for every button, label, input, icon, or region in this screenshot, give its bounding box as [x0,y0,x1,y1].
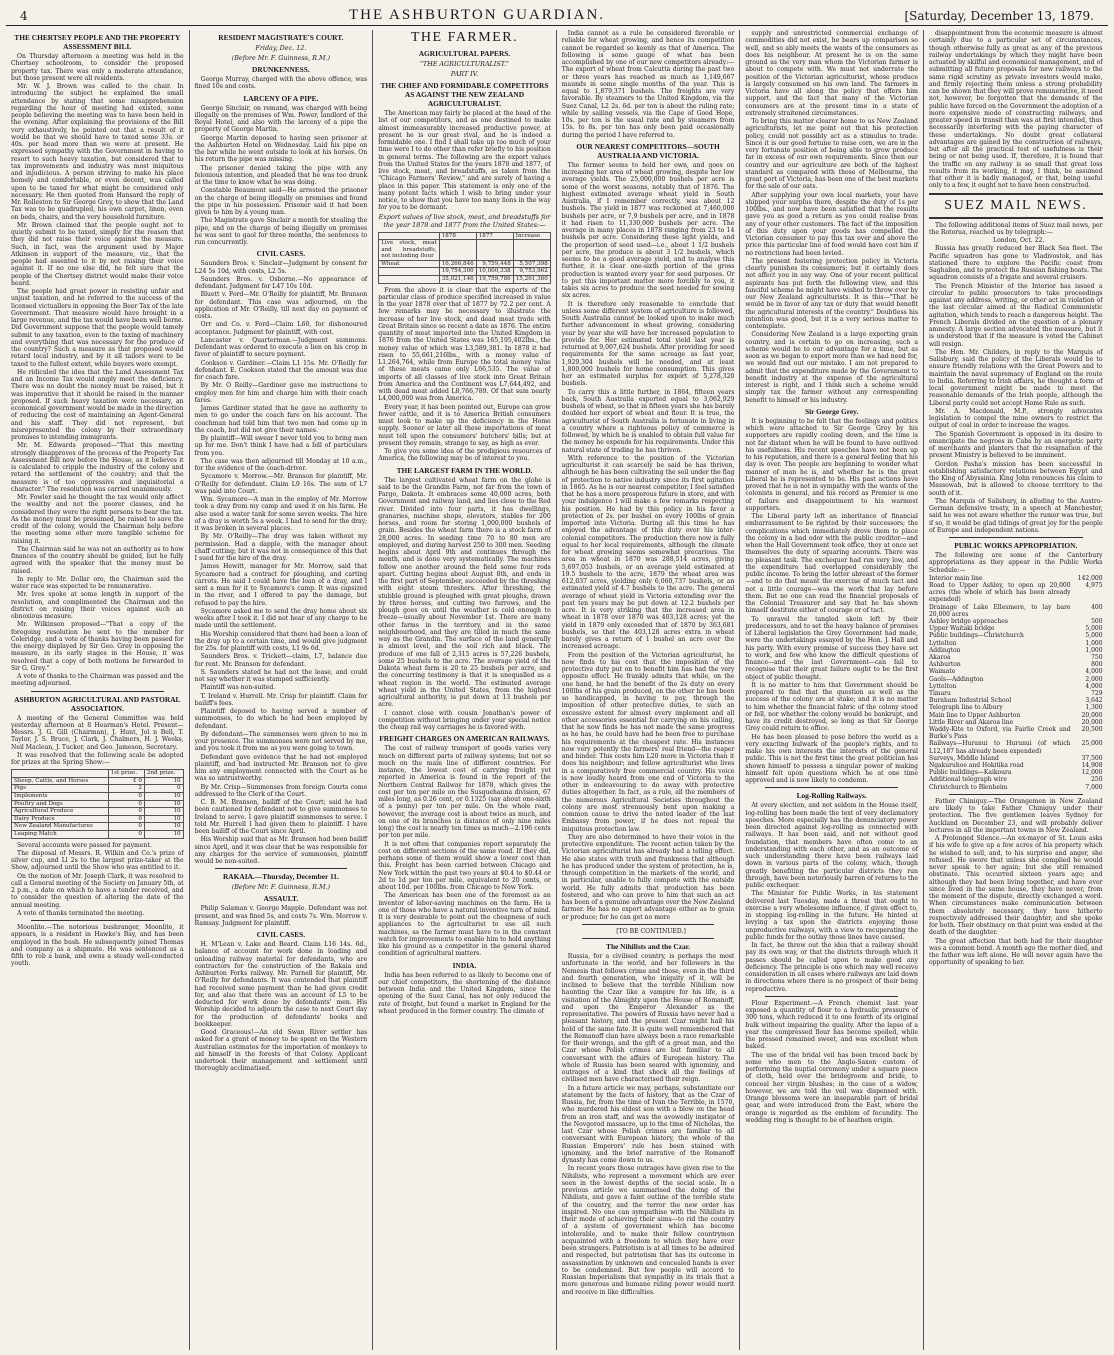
paragraph: Constable Beaumont said—He arrested the prisoner on the charge of being illegally on premises and found the pipe in his possession. Prisoner said it had been given to him by a young man. [194,187,368,216]
appropriation-amount: 400 [1091,603,1103,611]
paragraph: The disposal of Messrs. R. Wilkin and Co.'s prize of silver cup, and Ll 2s to the largest prize-taker at the Show, adjourned until the Show who was entitled to it. [11,849,184,872]
paragraph: Orr and Co. v. Ford—Claim L60, for dishonoured acceptance. Judgment for plaintiff, with cost. [194,321,368,336]
table-cell [513,240,550,261]
appropriation-name: Ashburton [928,661,961,669]
divider-rule [215,868,348,869]
paragraph: supply and unrestricted commercial exchange of commodities did not exist, he bears up comparison so well, and so ably meets the wants of the consumers as does his neighbour. At present he is on the same ground as the very man whom the Victorian farmer is about to compete with. We must not underrate the position of the Victorian agriculturist, whose produce is largely consumed on his own land. The farmers in Victoria have all along the policy that offers him support, and the fact that many of the Victorian consumers are at the present time in a state of extremely straitened circumstances. [745,30,918,117]
centered-line: London, Oct. 22. [993,237,1045,244]
appropriation-item [929,647,1103,654]
appropriation-item [929,575,1103,582]
paragraph: James Hewitt, manager for Mr. Morrow, said that Sycamore had a contract for ploughing, and carting carrots. He said I could have the loan of a dray, and I sent a man for it to Sycamore's camp. It was capsized in the river, and I offered to pay the damage, but refused to pay the hire. [194,563,368,607]
paragraph: C. B. M. Branson, bailiff of the Court; said he had been cautioned by defendant not to give summonses to Ireland to serve. I gave plaintiff summonses to serve. I told Mr. Hurrell I had given them to plaintiff. I have been bailiff of the Court since April. [194,799,368,835]
table-header-cell [379,232,440,240]
paragraph: The cost of railway transport of goods varies very much on different parts of railway systems; but not so much on the main line of different countries. For instance, the lowest cost of carrying freight yet reported in America is found in the report of the Northern Central Railway for 1878, which gives the cost per ton per mile on the Susquehanna division, 67 miles long, as 0.26 cent, or 0.1325 (say about one-sixth of a penny) per ton per mile. On the whole road, however, the average cost is about twice as much, and on one of its branches (a distance of only nine miles long) the cost is nearly ten times as much—2.196 cents per ton per mile. [378,745,551,840]
paragraph: Sycamore asked me to send the dray home about six weeks after I took it. I did not hear of any charge to be made until the settlement. [194,607,368,630]
paragraph: The present fostering protection policy in Victoria clearly punishes its consumers; but it certainly does not affect you in any way. One of your recent political aspirants has put forth the following view, and this fanciful scheme he might have wished to throw over by our New Zealand agriculturists. It is this—"That he would be in favor of any tax or duty that would benefit the agricultural interests of the country." Doubtless his intention was good, but it is a very serious matter to contemplate. [745,257,918,330]
appropriation-amount: 1,000 [1085,639,1103,647]
table-cell: Pigs [12,785,109,793]
paragraph: The great affection that both had for their daughter was a common bond. A month ago the mother died, and the father was left alone. He will never again have the opportunity of speaking to her. [928,937,1103,967]
divider-rule [765,787,898,788]
table-cell: 10 [144,823,183,831]
appropriation-name: Timaru [928,690,951,697]
paragraph: The largest cultivated wheat farm on the globe is said to be the Grandin Farm, not far from the town of Fargo, Dakota. It embraces some 40,000 acres, both Government and railway land, and lies close to the Red river. Divided into four parts, it has dwellings, granaries, machine shops, elevators, stables for 200 horses, and room for storing 1,000,000 bushels of grain. Besides the wheat farm there is a stock farm of 28,000 acres. In seeding time 70 to 80 men are employed, and during harvest 250 to 300 men. Seeding begins about April 9th and continues through the month, and is done very systematically. The machines follow one another around the field some four rods apart. Cutting begins about August 8th, and ends in the first part of September, succeeded by the threshing with eight steam threshers. After threshing, the stubble ground is ploughed with great ploughs, drawn by three horses, and cutting two furrows, and the plough goes on until the weather is cold enough to freeze—usually about November 1st. There are many other farms in the territory, and in the same neighbourhood, and they are tilled in much the same way as the Grandin. The surface of the land generally is almost level, and the soil rich and black. The produce of one fall of 2,315 acres is 57,226 bushels, some 25 bushels to the acre. The average yield of the Dakota wheat farm is 20 to 25 bushels per acre, and the concurring testimony is that it is unequalled as a wheat region in the world. The estimated average wheat yield in the United States, from the highest agricultural authority, is put down at 13 bushels per acre. [378,476,551,709]
appropriation-item [929,668,1103,675]
appropriation-amount: 5,000 [1085,632,1103,640]
paragraph: To bring this matter clearer home to us New Zealand agriculturists, let me point out that his protection policy, could not possibly act as a stimulus to trade. Since it is our good fortune to raise corn, we are in the very fortunate position of being able to grow produce far in excess of our own requirements. Since then our country and our agriculture are both of the highest standard as compared with those of Melbourne, the great port of Victoria, has been one of the best markets for the sale of our oats. [745,118,918,191]
appropriation-name: Interior main line [928,574,983,582]
appropriation-name: Christchurch to Blenheim [928,783,1008,791]
table-row [379,268,551,276]
appropriation-amount: 20,500 [1081,726,1103,734]
paragraph: H. M'Lean v. Lake and Beard. Claim L16 14s. 6d., balance of account for work done in loading and unloading railway material for defendants, who are contractors for the construction of the Rakaia and Ashburton Forks railway. Mr. Parnell for plaintiff, Mr. O'Reilly for defendants. It was contended that plaintiff had received some payment than he had given credit for, and also that there was an account of L5 to be deducted for work done by defendants' men. His Worship decided to adjourn the case to next Court day for the production of defendants' books and bookkeeper. [194,941,368,1028]
paragraph: The American has been one of the foremost as an inventor of labor-saving machines on the farm. He is one of those who have a natural inventive turn of mind. It is very desirable to point out the cheapness of such appliances to the agriculturist to use all such machines, as the farmer must have to in the constant watch for improvements to enable him to hold anything like his ground as a competitor in the general shared condition of agricultural matters. [378,892,551,958]
table-header-cell: 2nd prize. [144,770,183,778]
table-cell: 9,753,962 [513,268,550,276]
paragraph: T. Ireland v. Hurrell. Mr. Crisp for plaintiff. Claim for bailiff's fees. [194,692,368,707]
column-4 [557,30,741,1350]
paragraph: They are also determined to have their voice in the protective expenditure. The recent action taken by the Victorian agriculturist has already had a telling effect. He also states with truth and frankness that although he has produced under the system of protection, he is, through competition in the markets of the world, and in particular, unable to fully compete with the outside world. He fully admits that production has been fostered, and who can prove to him that such an act has been of a genuine advantage over the New Zealand farmer. He has no export advantage either as to grain or produce; for he can get no more [561,833,735,921]
columns [6,30,1108,1350]
appropriation-item [929,697,1103,704]
subtitle-line: (Before Mr. F. Guinness, R.M.) [231,54,331,62]
appropriation-amount: 1,300 [1085,704,1103,712]
appropriation-item [929,740,1103,754]
appropriation-item [929,712,1103,719]
appropriation-item [929,776,1103,783]
table-cell: 10 [144,831,183,839]
paragraph: Mr. Ives spoke at some length in support of the resolution, and complimented the Chairman and the district on raising their voices against such an obnoxious measure. [11,591,184,620]
table-cell: 0 [108,793,144,801]
appropriation-item [929,784,1103,791]
column-2 [190,30,374,1350]
column-1 [6,30,190,1350]
paragraph: Lancaster v. Quarterman.—Judgment summons. Defendant was ordered to execute a lien on his crop in favor of plaintiff to secure payment. [194,336,368,359]
appropriation-amount: 3,642 [1085,697,1103,705]
appropriation-name: Little River and Akaroa line [928,718,1014,726]
table-row [12,800,184,808]
appropriation-name: Telegraph line to Albury [928,704,1003,712]
paragraph: The American may fairly be placed at the head of the list of our competitors, and as one destined to make almost immeasurably increased productive power, at present he is our great rival, and he is indeed a formidable one. I find I shall take up too much of your time were I to do other than refer briefly to his position in general terms. The following are the export values from the United States for the years 1878 and 1877, of live stock, meat, and breadstuffs, as taken from the "Chicago Farmers' Review," and are surely of having a place in this paper. This statement is only one of the many potent facts which I wish to bring under your notice, to show that you have too many lions in the way for you to be dormant. [378,110,551,212]
table-row [379,260,551,268]
paragraph: The prisoner denied taking the pipe with any felonious intention, and pleaded that he was too drunk at the time to know what he was doing. [194,164,368,186]
paragraph: Bluett v. Ford—Mr. O'Reilly for plaintiff, Mr. Branson for defendant. This case was adjourned, on the application of Mr. O'Reilly, till next day on payment of costs. [194,291,368,320]
table-cell: 0 [108,800,144,808]
appropriation-amount: 250 [1091,776,1103,784]
paragraph: Plaintiff deposed to having served a number of summonses, to do which he had been employed by defendant. [194,708,368,730]
table-cell [476,240,513,261]
double-rule [929,193,1103,195]
subheading: FREIGHT CHARGES ON AMERICAN RAILWAYS. [379,734,550,744]
paragraph: Good Graceous!—An old Swan River settler has asked for a grant of money to be spent on the Western Australian estimates for the importation of monkeys to aid himself in the forests of that Colony. Applicant undertook their management and settlement until thoroughly acclimatised. [194,1029,368,1073]
appropriation-amount: 729 [1091,690,1103,697]
divider-rule [765,996,898,997]
newspaper-title: THE ASHBURTON GUARDIAN. [348,7,606,23]
table-cell [379,268,440,276]
appropriation-amount: 4,000 [1085,682,1103,690]
table-cell: Wheat [379,260,440,268]
paragraph: Russia has greatly reduced her Black Sea fleet. The Pacific squadron has gone to Vladivostok, and has stationed there to explore the Pacific coast from Saghalien, and to protect the Russian fishing boats. The squadron consists of a frigate and several cruisers. [928,245,1103,282]
table-row [379,276,551,284]
appropriation-item [929,582,1103,604]
article-headline: THE CHERTSEY PEOPLE AND THE PROPERTY ASSESSMENT BILL [14,33,181,51]
paragraph: Flour Experiment.—A French chemist last year exposed a quantity of flour to a hydraulic pressure of 300 tons, which reduced it to one fourth of its original bulk without impairing the quality. After the lapse of a year the compressed flour has become spoiled, while the pressed remained sweet, and was excellent when baked. [745,999,918,1051]
table-cell: Sheep, Cattle, and Horses [12,777,109,785]
paragraph: Mr. Fowler said he thought the tax would only affect the wealthy and not the poorer classes, and he considered they were the right persons to bear the tax. As the money must be presumed, be raised to save the credit of the colony, would the Chairman help before the meeting some other more tangible scheme for raising it. [11,494,184,545]
appropriation-item [929,676,1103,683]
paragraph: Defendant gave evidence that he had not employed plaintiff, and had instructed Mr. Branson not to give him any employment connected with the Court as he was so untrustworthy. [194,753,368,783]
table-cell: 0 [108,831,144,839]
paragraph: It is no matter to him that Government should be prepared to find that the question as well as the success of the colony are at stake; and it is no matter to him whether the financial fabric of the colony stood or fell, nor whether the colony would be bankrupt, and have its credit destroyed, so long as that Sir George Grey could return to office. [745,681,918,733]
appropriation-name: Additional telegraph wire [928,776,1007,784]
table-cell: 35,021,146 [439,276,476,284]
appropriation-item [929,769,1103,776]
appropriation-name: Road to Upper Ashley, to open up 20,000 acres (the whole of which has been already expended) [928,581,1071,604]
paragraph: Saunders Bros. v. Trickett—claim, L7, balance due for rent. Mr. Branson for defendant. [194,653,368,668]
paragraph: Gordon Pasha's mission has been successful in establishing satisfactory relations between Egypt and the King of Abyssinia. King John renounces his claim to Massowah, but is allowed to choose territory to the south of it. [928,460,1103,497]
paragraph: His Worship considered that there had been a loan of the dray up to a certain time, and would give judgment for 25s. for plaintiff with costs, L1 9s 6d. [194,630,368,652]
appropriation-name: Gaols—Addington [928,675,984,683]
subtitle-line: PART IV. [450,70,479,78]
subtitle-line: (Before Mr. F. Guinness, R.M.) [231,883,331,892]
appropriation-amount: 5,000 [1085,625,1103,633]
article-headline: RESIDENT MAGISTRATE'S COURT. [218,33,344,42]
article-headline: Log-Rolling Railways. [796,791,867,801]
subheading: DRUNKENNESS. [252,65,310,74]
appropriation-amount: 14,908 [1081,762,1103,770]
paragraph: He has been pleased to pose before the world as a very exacting bulwark of the people's rights, and to make his own interests the interests of the general public. This is not the first time the great politician has shown himself to possess a singular power of making himself felt upon questions which he at one time approved and is now likely to condemn. [745,733,918,784]
appropriation-item [929,640,1103,647]
table-cell: 9,759,448 [476,260,513,268]
table-cell: 16,266,846 [439,260,476,268]
table-header-row [379,232,551,240]
paragraph: Philip Salaman v. George Mapple. Defendant was not present, and was fined 5s, and costs 7s. Wm. Morrow v. Ramsay. Judgment for plaintiff. [194,905,368,927]
appropriation-item [929,604,1103,618]
paragraph: The following additional items of Suez mail news, per the Rotorua, reached us by telegraph:— [928,221,1103,236]
table-header-row [12,770,184,778]
table-cell: 10 [144,808,183,816]
paragraph: It is beginning to be felt that the feelings and politics which were attached to Sir George Grey by his supporters are rapidly cooling down, and the time is not far distant when he will be found to have outlived his usefulness. His recent speeches have not been up to his reputation, and there is a general feeling that his day is over. The people are beginning to wonder what manner of man he is, and whether he is the great Liberal he is represented to be. His past actions have proved that he is not in sympathy with the wants of the colonists in general, and his record as Premier is one of failure and disappointment to his warmest supporters. [745,417,918,512]
table-cell: 0 [108,815,144,823]
column-6 [924,30,1108,1350]
table-row [12,831,184,839]
paragraph: Mr. W. J. Brown was called to the chair. In introducing the subject he explained the small attendance by stating that some misapprehension regarding the hour of meeting had existed, some people believing the meeting was to have been held in the evening. After explaining the provisions of the Bill very exhaustively, he pointed out that a result of it would be that we should have to taxed some 33s. or 40s. per head more than we were at present. He expressed sympathy with the Government in having to resort to such heavy taxation, but considered that to tax improvements and industry was most iniquitous and injudicious. A person striving to make his place homely and comfortable, or even decent, was called upon to be taxed for what might be considered only necessary. He then quoted from Hansard the reply of Mr. Rolleston to Sir George Grey, to show that the Land Tax was to be quadrupled, his own carpet, linen, even on beds, chairs, and the very household furniture. [11,83,184,221]
table-cell: Dairy Produce [12,815,109,823]
table-cell: Live stock, meat and breadstuffs, not including flour [379,240,440,261]
paragraph: Mr. A. Macdonald, M.P., strongly advocates legislation to compel the mine owners to restrict the output of coal in order to increase the wages. [928,407,1103,430]
appropriation-amount: 2,000 [1085,675,1103,683]
subtitle-line: "THE AGRICULTURALIST." [419,60,509,68]
paragraph: disappointment from the economic measure is almost certainly due to a particular set of circumstances, though otherwise fully as great as any of the previous railway undertakings by which they might have been actuated by skilful and economical management, and of submitting all future proposals for new railways to the same rigid scrutiny as private investors would make, and firmly rejecting them unless a strong probability can be shown that they will prove remunerative, it need not, however, be forgotten that the demands of the public have forced on the Government the adoption of a more expensive mode of constructing railways, and greater speed in transit than was at first intended, thus necessarily interfering with the paying character of these undertakings. No doubt great collateral advantages are gained by the construction of railways, but after all the practical test of usefulness is their being or not being used. If, therefore, it is found that the traffic on any railway is so small that great loss results from its working, it may, I think, be assumed that either it is badly managed, or that, being useful only to a few, it ought not to have been constructed. [928,30,1103,190]
paragraph: George Sinclair, on remand, was charged with being illegally on the premises of Wm. Power, landlord of the Royal Hotel, and also with the larceny of a pipe the property of George Martin. [194,104,368,134]
appropriation-name: Lyttelton [928,682,957,690]
divider-rule [31,691,164,692]
paragraph: It was resolved that the following scale be adopted for prizes at the Spring Show:— [11,751,184,766]
table-cell [439,240,476,261]
paragraph: The people had great power in resisting unfair and unjust taxation, and he referred to the success of the licensed victuallers in opposing the Beer Tax of the late Government. That measure would have brought in a large revenue, and the tax would have been well borne. Did Government suppose that the people would tamely submit to any taxation, even to the taxing of machinery and everything that was necessary for the produce of the country? Such a measure as that proposed would retard local industry, and by it all tailors were to be taxed to the fullest extent, while buyers were exempt. [11,288,184,368]
appropriation-amount: 37,500 [1081,754,1103,762]
paragraph: A Prolonged Silence.—An ex-mayor of St. Louis asks if his wife to give up a few acres of his property which he wished to sell, and, to his surprise and anger, she refused. He swore that unless she complied he would never speak to her again; but she still remained obstinate. This occurred sixteen years ago; and although they had been living together, and have ever since lived in the same house, they have never, from the moment of the dispute, directly exchanged a word. When circumstances make communication between them absolutely necessary, they have hitherto respectively addressed their daughter, and she spoke for both. Their obstinacy on that point was ended at the death of the daughter. [928,835,1103,937]
paragraph: Saunders Bros. v. Osborne.—No appearance of defendant. Judgment for L47 10s 10d. [194,275,368,290]
table-cell: Leaping Match [12,831,109,839]
table-header-cell [12,770,109,778]
paragraph: The former seems to hold her own, and goes on increasing her area of wheat growing, despite her low average yields. The 25,000,000 bushels per acre is some of the worst seasons, notably that of 1876. The highest estimated average wheat yield in South Australia, if I remember correctly, was about 12 bushels. The yield in 1877 was reckoned at 7,460,000 bushels per acre, or 7,9 bushels per acre, and in 1878 it had risen to 11,330,000 bushels per acre. The average in many places in 1878 ranging from 23 to 14 bushels per acre. Considering these light yields, and the proportion of seed used—i.e., about 1 1/2 bushels per acre, the produce is about 3 1/2 bushels, which seems to be a good average yield, and to analyse this further, it is clear one-sixth portion of the gross production is wanted every year for seed purposes. Or to put this important matter more forcibly to you, it takes six acres to produce the seed needed for sowing six acres. [561,161,735,300]
subheading: CIVIL CASES. [256,249,306,259]
table-cell [379,276,440,284]
table-cell: £ 0 [108,777,144,785]
paragraph: Saunders Bros. v. Sinclair—Judgment by consent for L24 5s 10d, with costs, L2 5s. [194,260,368,275]
paragraph: Mr. Wilkinson proposed—"That a copy of the foregoing resolution be sent to the member for Coleridge, and a vote of thanks having been passed for the energy displayed by Sir Geo. Grey in opposing the measure, in its early stages in the House, it was resolved that a copy of both motions be forwarded to Sir G. Grey." [11,621,184,672]
table-cell: 10 [144,793,183,801]
paragraph: The use of the bridal veil has been traced back by some who men to the Anglo-Saxon custom of performing the nuptial ceremony under a square piece of cloth, held over the bridegroom and bride, to conceal her virgin blushes; in the case of a widow, however, we are told the veil was dispensed with. Orange blossoms were an inseparable part of bridal gear, and were introduced from the East, where the orange is regarded as the emblem of fecundity. The wedding ring is thought to be of heathen origin. [745,1051,918,1124]
divider-rule [582,924,715,925]
paragraph: A vote of thanks terminated the meeting. [17,909,145,917]
table-cell: New Zealand Manufactures [12,823,109,831]
table-row [12,815,184,823]
table-cell: 15,261,360 [513,276,550,284]
appropriation-amount: 20,000 [1081,711,1103,719]
table-row [12,785,184,793]
appropriation-name: Drainage of Lake Ellesmere, to lay bare 20,000 acres [928,603,1071,618]
subheading: LARCENY OF A PIPE. [243,93,319,103]
appropriation-item [929,625,1103,632]
appropriation-name: Upper Waitaki bridge [928,625,995,633]
column-5 [740,30,924,1350]
subheading: CIVIL CASES. [256,930,306,939]
appropriation-amount: 7,000 [1085,783,1103,791]
paragraph: A vote of thanks to the Chairman was passed and the meeting adjourned. [11,673,184,688]
appropriation-amount: 25,000 [1081,740,1103,748]
subtitle-line: Friday, Dec. 12. [255,44,307,52]
paragraph: India cannot as a rule be considered favorable or reliable for wheat growing, and hence its competition cannot be regarded so keenly as that of America. The following is some gauge of what has been accomplished by one of our new competitors already:—The export of wheat from Calcutta during the past two or three years has reached as much as 1,149,667 maunds in some single months of the year. This is equal to 1,879,371 bushels. The freights are very favorable. By steamers to the United Kingdom, via the Suez Canal, L2 2s. 6d. per ton is about the ruling rate; while by sailing vessels, via the Cape of Good Hope, 10s. per ton is the usual rate and by steamers from 15s. to 8s. per ton has only been paid occasionally during the period I have referred to. [561,30,735,139]
paragraph: His Worship said that as Mr. Branson had been bailiff since April, and it was clear that he was responsible for any charges for the service of summonses, plaintiff would be non-suited. [194,836,368,865]
masthead [6,6,1108,26]
paragraph: A meeting of the General Committee was held yesterday afternoon at 8 Hearman's Hotel. Present—Messrs. J. G. Gill (Chairman), J. Hunt, Jol n Bell, T. Taylor, J. S. Bruce, J. Clark, J. Chalmers, H. J. Weeks, Neil Maclean, J. Tucker, and Geo. Jameson, Secretary. [11,714,184,751]
appropriation-name: Surveys, Middle Island [928,754,999,762]
appropriation-item [929,726,1103,740]
double-rule [929,217,1103,219]
appropriation-amount: 4,975 [1085,581,1103,589]
paragraph: James Gardiner stated that he gave no authority to men to go under the coach fare on his account. The coachman had told him that two men had come up in the coach, but did not give their names. [194,405,368,434]
paragraph: Sycamore v. Morrow.—Mr. Branson for plaintiff, Mr. O'Reilly for defendant. Claim L9 16s. The sum of L7 was paid into Court. [194,473,368,495]
table-cell: Poultry and Dogs [12,800,109,808]
paragraph: It is therefore only reasonable to conclude that unless some different system of agriculture is followed, South Australia cannot be looked upon to make much further advancement in wheat growing, considering year by year she will have her increased population to provide for. Her estimated total yield last year is returned at 9,007,624 bushels. After providing for seed requirements for the same acreage as last year, 1,929,304 bushels will be needed, and at least 1,800,000 bushels for home consumption. This gives her an estimated surplus for export of 5,278,320 bushels. [561,300,735,388]
paragraph: The Chairman said he was not an authority as to how finances of the country should be guided, but he fully agreed with the speaker that the money must be raised. [11,545,184,575]
appropriation-amount: 750 [1091,653,1103,661]
divider-rule [949,537,1083,538]
appropriation-item [929,704,1103,711]
appropriation-item [929,618,1103,625]
table-cell: 2 [108,785,144,793]
paragraph: In recent years those outrages have given rise to the Nihilists, who represent a movement which are ever seen in the lowest depths of the social scale. In a previous article we summarised the doing of the Nihilists, and gave a faint outline of the terrible state of the country, and the terror the new order has inspired. No one can sympathise with the Nihilists in their mode of achieving their aims—to rid the country of a system of government which has become intolerable, and to make their fellow countrymen acquainted with a freedom to which they have ever been strangers. Patriotism is at all times to be admired and respected, but patriotism that has its outcome in assassination by unknown and concealed hands is ever to be condemned. But few people will accord to Russian Imperialism that sympathy in its trials that a more generous and humane ruling power would merit and receive in like difficulties. [561,1165,735,1296]
paragraph: It is not often that companies report separately the cost on different sections of the same road. If they did, perhaps some of them would show a lower cost than this. Freight has been carried between Chicago and New York within the past two years at $0.4 to $0.44 or 2d to 1d per ton per mile, equivalent to 20 cents, or about 10d. per 100lbs. from Chicago to New York. [378,840,551,892]
paragraph: By defendant—The summonses were given to me in your presence. The summonses were not served by me, and you took it from me as you were going to town. [194,730,368,753]
paragraph: At every election, and not seldom in the House itself, log-rolling has been made the text of very declamatory speeches. More especially has the denunciatory power been directed against log-rolling as connected with railways. It has been said, and not without good foundation, that members have often come to an understanding with each other, and as an outcome of such understanding there have been railways laid down in various parts of the colony, which, though greatly benefiting the particular districts they run through, have been notoriously barren of returns to the public exchequer. [745,802,918,889]
paragraph: On the motion of Mr. Joseph Clark, it was resolved to call a General meeting of the Society on January 5th, at 2 p.m., a date on which to have a tender received, and to consider the question of altering the date of the annual meeting. [11,872,184,909]
table-cell: 19,754,300 [439,268,476,276]
paragraph: Mr. Brown claimed that the people ought not to quietly submit to be taxed, simply for the reason that they did not raise their voice against the measure. Such, in fact, was the argument used by Major Atkinson in support of the measure, viz., that the people had assented to it by not raising their voice against it. If no one else did, he felt sure that the people of the Chertsey district would make their voice heard. [11,221,184,287]
table-header-cell: 1st prize. [108,770,144,778]
page-number: 4 [20,8,28,23]
appropriation-name: Lyttelton [928,639,957,647]
paragraph: The Liberal party left an inheritance of financial embarrassment to be righted by their successors; the complications which immediately drove them to place the colony in a bad odor with the public creditor—and when the Hall Government took office, they at once set themselves the duty of squaring accounts. There was no pleasant task. The exchequer had run very low, and the expenditure had overlapped considerably the public income. To bring the latter abreast of the former—and to do that meant the exercise of much tact and not a little courage—was the work that lay before them. But no one can read the financial proposals of the Colonial Treasurer and say that he has shown himself destitute either of courage or of tact. [745,513,918,615]
paragraph: Several accounts were passed for payment. [17,841,152,849]
paragraph: The Minister for Public Works, in his statement delivered last Tuesday, made a threat that ought to exercise a very wholesome influence, if given effect to, in stopping log-rolling in the future. He hinted at levying a tax upon the districts enjoying those unproductive railways, with a view to recuperating the public funds for the outlay those lines have caused. [745,890,918,941]
subheading: ASSAULT. [263,894,299,904]
table-cell: 0 [108,823,144,831]
appropriation-amount: 4,000 [1085,668,1103,676]
appropriation-name: Ashley bridge approaches [928,617,1008,625]
paragraph: Father Chiniquy.—The Orangemen in New Zealand are likely to take Father Chiniquy under their protection. The five gentlemen leaves Sydney for Auckland on December 23, and will probably deliver lectures in all the important towns in New Zealand. [928,797,1103,834]
issue-date: [Saturday, December 13, 1879. [904,8,1094,23]
paragraph: From the position of the Victorian agriculturist, he now finds to his cost that the imposition of the protective duty put on to benefit him has had the very opposite effect. He frankly admits that while, on the one hand, he had the benefit of the 2s duty on every 100lbs of his grain produced, on the other he has been so handicapped, in having to pay, through the imposition of other protective duties, to such an excessive extent for almost every implement and all other accessories essential for carrying on his calling, that he now finds he has not made the same progress as he has, he could have had he been free to purchase his requirements at the cheapest rate. His instances now very potently the farmers' real friend—the reaper and binder. This costs him L20 more in Victoria than it does his neighbour; and fellow agriculturist who lives in a comparatively free commercial country. His voice is now loudly heard from one end of Victoria to the other in endeavouring to do away with protective duties altogether. In fact, as a rule, all the members of the numerous Agricultural Societies throughout the colony are most strenuously bent upon making a common cause to drive the noted leader of the last Embassy from power, if he does not repeal the iniquitous protection law. [561,651,735,833]
paragraph: S. Saunders stated he had not the lease, and could not say whether it was stamped sufficiently. [194,668,368,683]
appropriation-name: Main line to Upper Ashburton [928,711,1021,719]
appropriation-amount: 1,000 [1085,646,1103,654]
divider-rule [582,938,715,939]
table-cell: Agricultural Produce [12,808,109,816]
paragraph: To give you some idea of the prodigious resources of America, the following may be of interest to you. [378,448,551,463]
paragraph: The case was then adjourned till Monday at 10 a.m., for the evidence of the coach-driver. [194,457,368,472]
paragraph: The Spanish Government is opposed in its desire to emancipate the negroes in Cuba by an energetic party of merchants and planters that the resignation of the present Ministry is believed to be imminent. [928,430,1103,460]
section-headline: SUEZ MAIL NEWS. [944,197,1088,213]
appropriation-amount: 142,000 [1077,574,1103,582]
paragraph: Every year, it has been pointed out, Europe can grow fewer cattle, and it is to America British consumers must look to make up the deficiency in the Home supply. Sooner or later all these importations of meat must tell upon the consumers' butchers' bills; but at present they remain, strange to say, as high as ever. [378,403,551,447]
paragraph: George Martin deposed to having seen prisoner at the Ashburton Hotel on Wednesday. Laid his pipe on the bar while he went outside to look at his horses. On his return the pipe was missing. [194,134,368,164]
table-cell: 10 [144,800,183,808]
paragraph: On Thursday afternoon a meeting was held in the Chertsey schoolroom, to consider the proposed property tax. There was only a moderate attendance, but those present were all residents. [11,53,184,82]
paragraph: By Mr. O Reilly—Gardiner gave me instructions to employ men for him and charge him with their coach fares. [194,382,368,404]
appropriation-item [929,683,1103,690]
appropriation-item [929,632,1103,639]
table-cell: 5,507,398 [513,260,550,268]
table-row [12,823,184,831]
paragraph: Considering New Zealand is a large exporting grain country, and is certain to go on increasing, such a scheme would be to our advantage for a time, but as soon as we began to export more than we had need for, we would find out our mistake. I am not prepared to admit that the expenditure made by the Government to benefit industry at the expense of the agricultural interest is right, and I think such a scheme would simply tax the farmer without any corresponding benefit to himself or his industry. [745,331,918,404]
appropriation-name: Railways—Hurunui to Hurunui (of which L12,187 has already been expended) [928,740,1071,755]
paragraph: In reply to Mr. Dollar ore, the Chairman said the water race was expected to be remunerative. [11,575,184,590]
paragraph: Mr. M. Edwards proposed—"That this meeting strongly disapproves of the process of the Property Tax Assessment Bill now before the House, as it believes it is calculated to cripple the industry of the colony and retard the settlement of the country; and that the measure is of too oppressive and inquisitorial a character." The resolution was carried unanimously. [11,442,184,493]
paragraph: From the above it is clear that the exports of the particular class of produce specified increased in value in the year 1878 over that of 1877 by 72.2 per cent. A few remarks may be necessary to illustrate the increase of her live stock, and dead meat trade with Great Britain since so recent a date as 1876. The entire quantity of meat imported into the United Kingdom in 1876 from the United States was 165,195,402lbs., the money value of which was L3,589,381. In 1878 it had risen to 55,661,216lbs., with a money value of L1,264,764, while from Europe the total money value of these meats came only L66,535. The value of imports of all classes of live stock into Great Britain from America and the Continent was L7,644,492, and with dead meat added L8,766,789. Of that sum nearly L4,000,000 was from America. [378,286,551,403]
centered-line: [TO BE CONTINUED.] [616,927,686,935]
table-cell: Implements [12,793,109,801]
paragraph: The Marquis of Salisbury, in alluding to the Austro-German defensive treaty, in a speech at Manchester, said he was not aware whether the rumor was true, but if so, it would be glad tidings of great joy for the people of Europe and independent nations. [928,497,1103,534]
table-row [12,808,184,816]
table-header-cell: 1877 [476,232,513,240]
table-header-cell: 1878 [439,232,476,240]
appropriation-name: Ngakuruhoe and Hokitika road [928,762,1024,770]
section-headline: THE FARMER. [410,30,519,45]
paragraph: Russia, for a civilised country, is perhaps the most unfortunate in the world, and her followers in the Nemesis that follows crime and those, even in the third and fourth generation, who iniquity of it, will be inclined to believe that the terrible Nihilism now haunting the Czar like a vampire for his life, is a visitation of the Almighty upon the House of Romanoff, and upon the Emperor Alexander as the representative. The powers of Russia have never had a pleasant history, and the present Czar might hail his hold of the same fate. It is quite well remembered that the Romanoff clan have always been a race remarkable for their wrongs, and the gift of a great man, and the Czar whose Polish crimes are but familiar to all conversant with the affairs of European history. The whole of Russia has been seared with ignominy, and outrages of a kind that shock all the feelings of civilised men have characterised their reign. [561,953,735,1084]
appropriation-amount: 500 [1091,617,1103,625]
paragraph: In fact, he threw out the idea that a railway should pay its own way, or that the districts through which it passes should be called upon to make good any deficiency. The principle is one which may well receive consideration in all cases where railways are laid down in directions where there is no prospect of their being reproductive. [745,942,918,993]
appropriation-amount: 20,000 [1081,718,1103,726]
paragraph: The Hon. Mr. Childers, in reply to the Marquis of Salisbury, said the policy of the Liberals would be to ensure friendly relations with the Great Powers and to maintain the naval supremacy of England on the route to India. Referring to Irish affairs, he thought a form of local government might be made to meet the reasonable demands of the Irish people, although the Liberal party could not accept Home Rule as such. [928,348,1103,407]
export-values-table [378,232,551,284]
appropriation-name: Public buildings—Christchurch [928,632,1024,640]
paragraph: With reference to the position of the Victorian agriculturist it can scarcely be said he has thriven, although he has been cultivating the soil under the flag of protection to native industry since its first agitation in 1865. As he is our nearest competitor, I feel satisfied that he has a more prosperous future in store, and with your indulgence I will make a few remarks respecting his position. He had by this policy in his favor a protection of 2s. per bushel on every 100lbs of grain imported into Victoria. During all this time he has enjoyed the advantage of this duty over his inter-colonial competitors. The production there now is fully equal to her local requirements, although the climate for wheat growing seems somewhat precarious. The area in wheat in 1870 was 288,514 acres, giving 5,697,053 bushels, or an average yield estimated at 19.5 bushels to the acre, 1879 the wheat area was 612,037 acres, yielding only 6,060,737 bushels, or an estimated yield of 4.7 bushels to the acre. The general average of wheat yield in Victoria extending over the past ten years may be put down at 12.2 bushels per acre. It is very striking that the increased area in wheat in 1878 over 1870 was 403,128 acres; yet the yield in 1879 only exceeded that of 1870 by 363,681 bushels, so that the 403,128 acres extra in wheat barely gives a return of 1 bushel an acre over the increased acreage. [561,454,735,651]
appropriation-item [929,654,1103,661]
paragraph: George Murray, charged with the above offence, was fined 10s and costs. [194,76,368,91]
paragraph: Wm. Sycamore—A man in the employ of Mr. Morrow took a dray from my camp and used it on his farm. He also used a water tank for some seven weeks. The hire of a dray is worth 5s a week. I had to send for the dray; it was broken in several places. [194,496,368,532]
paragraph: To carry this a little further, in 1864, fifteen years back, South Australia exported equal to 3,062,929 bushels of wheat, so that in fifteen years she has barely doubled her export of wheat and flour. It is true, the agriculturist of South Australia is fortunate in living in a country where a righteous policy of commerce is followed, by which he is enabled to obtain full value for the money he expends for his requirements. Under this natural state of trading he has thriven. [561,388,735,454]
subheading: THE CHIEF AND FORMIDABLE COMPETITORS AS AGAINST THE NEW ZEALAND AGRICULTURALIST. [380,81,549,108]
article-headline: The Nihilists and the Czar. [606,942,691,951]
appropriation-name: Akaroa [928,653,951,661]
divider-rule [31,920,164,921]
appropriation-amount: 800 [1091,661,1103,669]
paragraph: In a future article we may, perhaps, substantiate our statement by the facts of history, that as the Czar of Russia, for, from the time of Ivan the Terrible, in 1570, who murdered his eldest son with a blow on the head from an iron staff, and was the avowedly instigator of the Novgorod massacre, up to the time of Nicholas, the last Czar whose Polish crimes are familiar to all conversant with European history, the whole of the Russian Emperors' rule has been stained with ignominy, and the brief narrative of the Romanoff dynasty has come down to us. [561,1084,735,1164]
table-row [12,777,184,785]
table-cell: 10 [144,777,183,785]
subheading: RAKAIA.—Thursday, December 11. [222,872,339,882]
paragraph: The Magistrate gave Sinclair a month for stealing the pipe, and on the charge of being illegally on premises he was sent to gaol for three months, the sentences to run concurrently. [194,217,368,246]
paragraph: I cannot close with cousin Jonathan's power of competition without bringing under your special notice the cheap rail way carriages he is favored with. [378,709,551,732]
divider-rule [949,794,1083,795]
paragraph: To unravel the tangled skein left by their predecessors, and to set the heavy balance of promises of Liberal legislation the Grey Government had made, were the undertakings essayed by the Hon. J. Hall and his party. With every promise of success they have set to work, and few who know the difficult questions of finance—and the last Government—can fail to recognise that their great failure ought to be the first object of public thought. [745,615,918,681]
appropriation-name: Waddy-Kite to Oxford, via Fairlie Creek and Burke's Pass [928,726,1071,741]
appropriation-item [929,762,1103,769]
table-cell: 19,759,786 [476,276,513,284]
prize-scale-table [11,769,184,838]
subtitle-line: Export values of live stock, meat, and breadstuffs for the year 1878 and 1877 from the United States:— [378,212,551,229]
article-headline: PUBLIC WORKS APPROPRIATION. [954,541,1078,550]
paragraph: Moonlite.—The notorious bushranger, Moonlite, it appears, is a resident in Hawke's Bay, and has been employed in the bush. He subsequently joined Thomas and company as a shipmate. He was sentenced as a fifth to rob a bank, and owns a steady well-conducted youth. [11,924,184,968]
appropriation-name: Burnham Industrial School [928,697,1012,705]
table-header-cell: Increase [513,232,550,240]
paragraph: The following are some of the Canterbury appropriations as they appear in the Public Works Schedule:— [928,552,1103,574]
paragraph: Cookson v. Gardiner.—Claim L1 15s. Mr. O'Reilly for defendant. E. Cookson stated that the amount was due for coach fare. [194,359,368,381]
table-cell: 0 [108,808,144,816]
subheading: INDIA. [452,960,477,970]
appropriation-name: Waimate [928,668,956,676]
paragraph: He ridiculed the idea that the Land Assessment Tax and an Income Tax would amply meet the deficiency. There was no doubt the money must be raised, but it was imperative that it should be raised in the manner proposed. If such heavy taxation were necessary, an economical government would be made in the direction of reducing the cost of maintaining an Agent-General and his staff. They did not represent, but misrepresented the colony by their extraordinary promises to intending immigrants. [11,368,184,441]
table-cell: 10,000,338 [476,268,513,276]
appropriation-item [929,719,1103,726]
table-cell: 10 [144,815,183,823]
appropriation-list [929,575,1103,791]
subheading: THE LARGEST FARM IN THE WORLD. [396,465,533,475]
paragraph: By plaintiff—Will swear I never told you to bring men up for me. Don't think I have had a bill of particulars from you. [194,435,368,457]
paragraph: The French Minister of the Interior has issued a circular to public prosecutors to take proceedings against any address, writing, or other act in violation of the last circular aimed at the Radical Communistic agitation, which tends to reach a dangerous height. The French Liberals divided on the question of a plenary amnesty. A large section advocated the measure, but it is understood that if the measure is voted the Cabinet will resign. [928,282,1103,348]
article-headline: ASHBURTON AGRICULTURAL AND PASTORAL ASSOCIATION. [14,694,181,713]
article-headline: AGRICULTURAL PAPERS. [418,49,511,58]
subheading: OUR NEAREST COMPETITORS—SOUTH AUSTRALIA AND VICTORIA. [576,141,720,160]
paragraph: Plaintiff was non-suited. [200,684,276,692]
paragraph: After supplying your own local markets, your have shipped your surplus there, despite the duty of 1s per 100lbs., and now have been satisfied that the results gave you as good a return as you could realise from any of your other customers. The fact of the imposition of this duty upon your goods has compelled the Victorian consumer to pay this tax over and above the price this particular line of food would have cost him if no restrictions had been levied. [745,191,918,257]
table-row [379,240,551,261]
appropriation-item [929,755,1103,762]
appropriation-item [929,661,1103,668]
appropriation-item [929,690,1103,697]
appropriation-amount: 12,000 [1081,769,1103,777]
table-cell: 0 [144,785,183,793]
paragraph: By Mr. O'Reilly—The dray was taken without my permission. Had a dapple, with the manager about chaff cutting; but it was not in consequence of this that I sued for the hire of the dray. [194,533,368,562]
subheading: Sir George Grey. [805,406,859,416]
column-3 [373,30,557,1350]
appropriation-name: Public buildings—Kaikoura [928,769,1012,777]
table-row [12,793,184,801]
paragraph: By Mr. Crisp—Summonses from foreign Courts come addressed to the Clerk of the Court. [194,783,368,798]
appropriation-name: Addington [928,646,961,654]
paragraph: India has been referred to as likely to become one of our chief competitors, the shortening of the distance between India and the United Kingdom, since the opening of the Suez Canal, has not only reduced the rate of freight, but found a market in England for the wheat produced in the former country. The climate of [378,971,551,1015]
